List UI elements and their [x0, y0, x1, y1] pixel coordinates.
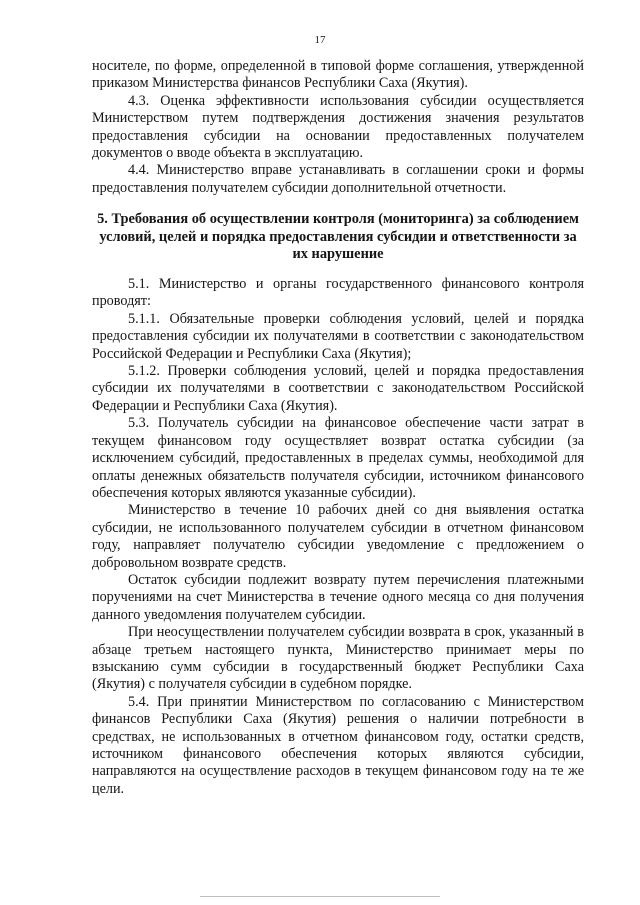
paragraph-5-1-1: 5.1.1. Обязательные проверки соблюдения условий, целей и порядка предоставления субсидии их получателями в соответствии с законодательством Российской Федерации и Республики Саха (Якутия); [92, 310, 584, 362]
paragraph-5-1-2: 5.1.2. Проверки соблюдения условий, целей и порядка предоставления субсидии их получателями в соответствии с законодательством Российской Федерации и Республики Саха (Якутия). [92, 363, 584, 414]
document-body [92, 58, 584, 798]
paragraph-5-1: 5.1. Министерство и органы государственного финансового контроля проводят: [92, 276, 584, 310]
section-5-heading: 5. Требования об осуществлении контроля (мониторинга) за соблюдением условий, целей и порядка предоставления субсидии и ответственности за их нарушение [97, 211, 579, 263]
page-number: 17 [314, 34, 326, 46]
footer-divider [200, 896, 440, 897]
paragraph-return: Остаток субсидии подлежит возврату путем перечисления платежными поручениями на счет Министерства в течение одного месяца со дня получения данного уведомления получателем субсидии. [92, 571, 584, 623]
paragraph-4-4: 4.4. Министерство вправе устанавливать в соглашении сроки и формы предоставления получателем субсидии дополнительной отчетности. [92, 162, 584, 196]
paragraph-5-3: 5.3. Получатель субсидии на финансовое обеспечение части затрат в текущем финансовом году осуществляет возврат остатка субсидии (за исключением субсидий, предоставленных в пределах суммы, необходимой для оплаты денежных обязательств получателя субсидии, источником финансового обеспечения которых являются указанные субсидии). [92, 415, 584, 501]
paragraph-5-4: 5.4. При принятии Министерством по согласованию с Министерством финансов Республики Саха (Якутия) решения о наличии потребности в средствах, не использованных в отчетном финансовом году, остатки средств, источником финансового обеспечения которых являются субсидии, направляются на осуществление расходов в текущем финансовом году на те же цели. [92, 693, 584, 797]
paragraph-continuation: носителе, по форме, определенной в типовой форме соглашения, утвержденной приказом Министерства финансов Республики Саха (Якутия). [92, 58, 584, 92]
paragraph-notification: Министерство в течение 10 рабочих дней со дня выявления остатка субсидии, не использованного получателем субсидии в отчетном финансовом году, направляет получателю субсидии уведомление с предложением о добровольном возврате средств. [92, 502, 584, 571]
paragraph-recovery: При неосуществлении получателем субсидии возврата в срок, указанный в абзаце третьем настоящего пункта, Министерство принимает меры по взысканию сумм субсидии в государственный бюджет Республики Саха (Якутия) с получателя субсидии в судебном порядке. [92, 624, 584, 693]
paragraph-4-3: 4.3. Оценка эффективности использования субсидии осуществляется Министерством путем подтверждения достижения значения результатов предоставления субсидии на основании предоставленных получателем документов о вводе объекта в эксплуатацию. [92, 92, 584, 162]
